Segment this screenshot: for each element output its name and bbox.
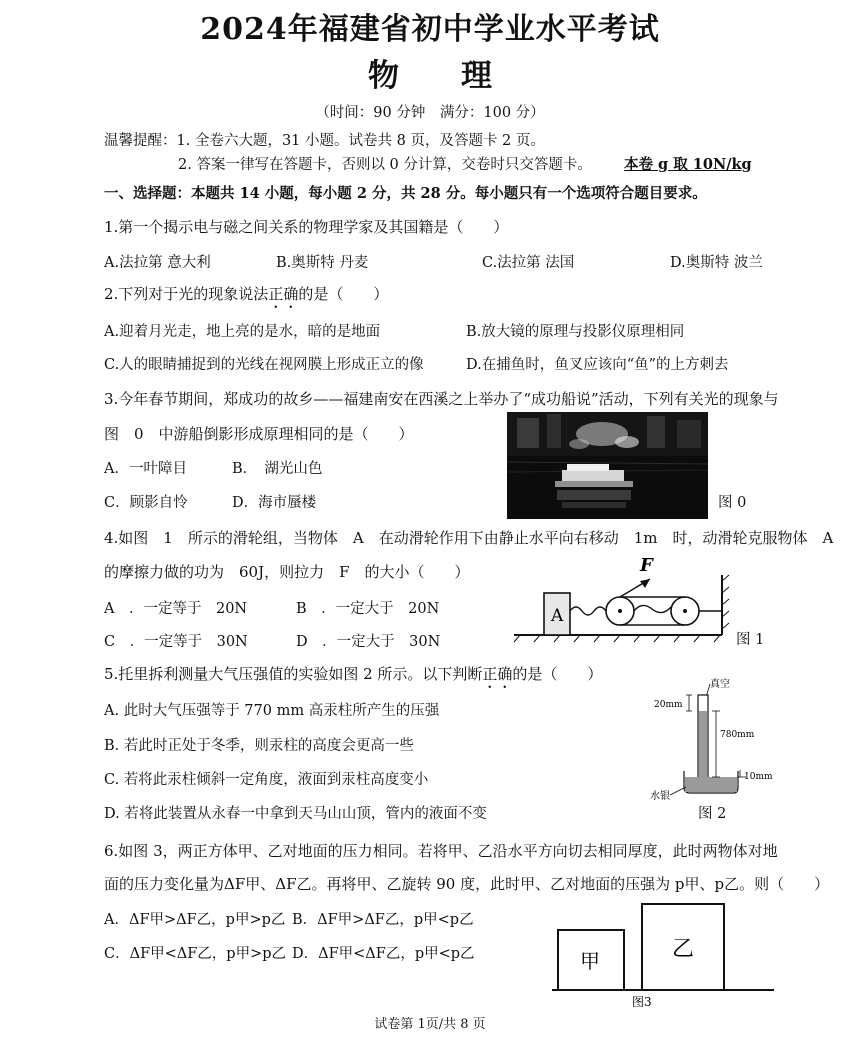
q5-stem-emph: 正确 <box>482 665 513 683</box>
q1-option-a: A.法拉第 意大利 <box>104 255 211 271</box>
q3-stem-line-1: 3.今年春节期间，郑成功的故乡——福建南安在西溪之上举办了“成功船说”活动，下列有关光的现象与 <box>104 390 779 408</box>
boat-photo-svg <box>507 412 708 519</box>
cubes-figure <box>552 900 780 1010</box>
q6-stem-line-2: 面的压力变化量为ΔF甲、ΔF乙。再将甲、乙旋转 90 度，此时甲、乙对地面的压强为 p甲、p乙。则（ ） <box>104 875 830 893</box>
dim-10mm: 10mm <box>744 772 773 782</box>
dim-780mm: 780mm <box>720 730 755 740</box>
figure-1-label: 图 1 <box>736 632 765 648</box>
force-f-label: F <box>640 555 653 576</box>
q4-stem-line-1: 4.如图 1 所示的滑轮组，当物体 A 在动滑轮作用下由静止水平向右移动 1m 时，动滑轮克服物体 A <box>104 529 834 547</box>
q2-stem-emph: 正确 <box>268 285 299 303</box>
mercury-label: 水银 <box>650 791 670 802</box>
notice-line-2: 2. 答案一律写在答题卡，否则以 0 分计算，交卷时只交答题卡。 <box>178 157 592 173</box>
q5-option-a: A. 此时大气压强等于 770 mm 高汞柱所产生的压强 <box>104 703 440 719</box>
dim-20mm: 20mm <box>654 700 683 710</box>
q2-option-d: D.在捕鱼时，鱼叉应该向“鱼”的上方刺去 <box>466 357 729 373</box>
q1-option-b: B.奥斯特 丹麦 <box>276 255 369 271</box>
q3-option-b: B． 湖光山色 <box>232 461 323 477</box>
q3-option-d: D．海市蜃楼 <box>232 495 317 511</box>
section-heading: 一、选择题：本题共 14 小题，每小题 2 分，共 28 分。每小题只有一个选项符合题目要求。 <box>104 185 707 202</box>
q6-option-d: D．ΔF甲<ΔF乙，p甲<p乙 <box>292 946 475 962</box>
page-footer: 试卷第 1页/共 8 页 <box>374 1017 486 1032</box>
boat-reflection-photo <box>507 412 708 519</box>
q4-option-a: A ．一定等于 20N <box>104 601 248 617</box>
q3-option-a: A．一叶障目 <box>104 461 187 477</box>
q6-option-b: B．ΔF甲>ΔF乙，p甲<p乙 <box>292 912 474 928</box>
q3-stem-line-2: 图 0 中游船倒影形成原理相同的是（ ） <box>104 425 414 443</box>
exam-title: 2024年福建省初中学业水平考试 <box>200 12 660 47</box>
q4-option-b: B ．一定大于 20N <box>296 601 440 617</box>
q2-option-c: C.人的眼睛捕捉到的光线在视网膜上形成正立的像 <box>104 357 424 373</box>
q3-option-c: C．顾影自怜 <box>104 495 188 511</box>
q6-option-c: C．ΔF甲<ΔF乙，p甲>p乙 <box>104 946 287 962</box>
q5-option-b: B. 若此时正处于冬季，则汞柱的高度会更高一些 <box>104 738 414 754</box>
q2-stem-c: 的是（ ） <box>298 285 389 303</box>
q6-option-a: A．ΔF甲>ΔF乙，p甲>p乙 <box>104 912 286 928</box>
vacuum-label: 真空 <box>710 679 730 690</box>
q2-stem <box>104 283 388 312</box>
notice-gravity: 本卷 g 取 10N/kg <box>624 156 752 173</box>
q5-option-c: C. 若将此汞柱倾斜一定角度，液面到汞柱高度变小 <box>104 772 429 788</box>
q2-stem-a: 2.下列对于光的现象说法 <box>104 285 269 303</box>
q5-stem-c: 的是（ ） <box>512 665 603 683</box>
q5-stem <box>104 663 602 692</box>
block-a-label: A <box>551 606 564 626</box>
q1-option-c: C.法拉第 法国 <box>482 255 575 271</box>
q2-option-b: B.放大镜的原理与投影仪原理相同 <box>466 324 685 340</box>
notice-line-1: 温馨提醒：1. 全卷六大题，31 小题。试卷共 8 页，及答题卡 2 页。 <box>104 133 545 149</box>
subject-title: 物 理 <box>368 58 492 94</box>
figure-3-label: 图3 <box>632 995 652 1009</box>
q4-option-d: D ．一定大于 30N <box>296 634 441 650</box>
q4-option-c: C ．一定等于 30N <box>104 634 248 650</box>
pulley-figure <box>510 555 740 645</box>
q5-stem-a: 5.托里拆利测量大气压强值的实验如图 2 所示。以下判断 <box>104 665 483 683</box>
figure-0-label: 图 0 <box>718 495 747 511</box>
q4-stem-line-2: 的摩擦力做的功为 60J，则拉力 F 的大小（ ） <box>104 563 470 581</box>
time-info: （时间：90 分钟 满分：100 分） <box>315 105 545 121</box>
q1-option-d: D.奥斯特 波兰 <box>670 255 763 271</box>
q2-option-a: A.迎着月光走，地上亮的是水，暗的是地面 <box>104 324 381 340</box>
torricelli-figure <box>640 675 780 805</box>
figure-2-label: 图 2 <box>698 806 727 822</box>
q5-option-d: D. 若将此装置从永春一中拿到天马山山顶，管内的液面不变 <box>104 806 487 822</box>
cube-jia-label: 甲 <box>580 949 600 973</box>
cube-yi-label: 乙 <box>672 937 695 962</box>
q1-stem: 1.第一个揭示电与磁之间关系的物理学家及其国籍是（ ） <box>104 218 509 236</box>
q6-stem-line-1: 6.如图 3，两正方体甲、乙对地面的压力相同。若将甲、乙沿水平方向切去相同厚度，此时两物体对地 <box>104 842 778 860</box>
